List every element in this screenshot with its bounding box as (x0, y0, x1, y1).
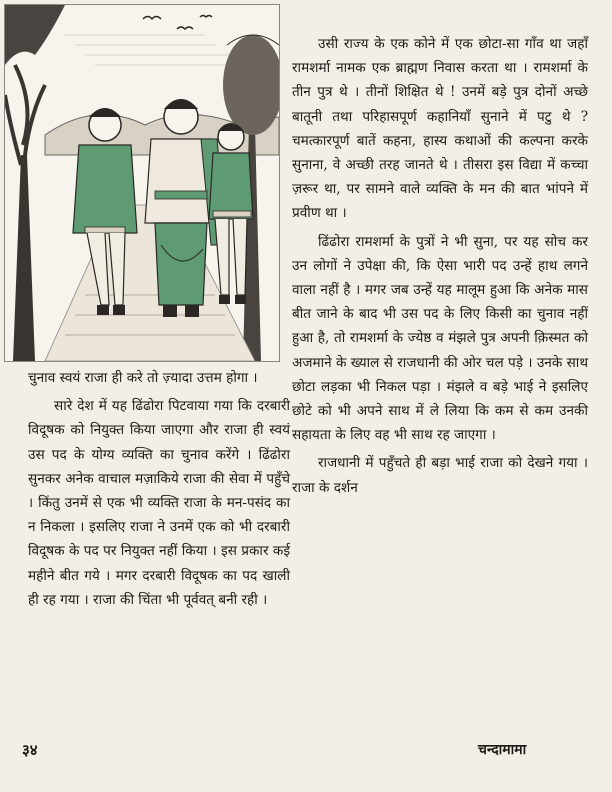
right-paragraph-3: राजधानी में पहुँचते ही बड़ा भाई राजा को देखने गया । राजा के दर्शन (292, 455, 588, 496)
illustration-panel (4, 4, 280, 362)
three-brothers-walking-illustration (5, 5, 279, 361)
left-paragraph-1: चुनाव स्वयं राजा ही करे तो ज़्यादा उत्तम होगा । (28, 370, 258, 386)
right-text-column (292, 32, 588, 504)
left-text-column (28, 366, 290, 616)
right-paragraph-2: ढिंढोरा रामशर्मा के पुत्रों ने भी सुना, पर यह सोच कर उन लोगों ने उपेक्षा की, कि ऐसा भारी पद उन्हें हाथ लगने वाला नहीं है । मगर जब उन्हें यह मालूम हुआ कि अनेक मास बीत जाने के बाद भी उस पद के लिए किसी का चुनाव नहीं हुआ है, तो रामशर्मा के ज्येष्ठ व मंझले पुत्र अपनी क़िस्मत को अजमाने के ख्याल से राजधानी की ओर चल पड़े । उनके साथ छोटा लड़का भी निकल पड़ा । मंझले व बड़े भाई ने इसलिए छोटे को भी अपने साथ में ले लिया कि कम से कम उनकी सहायता के लिए वह भी साथ रह जाएगा । (292, 233, 588, 444)
page-number: ३४ (22, 741, 38, 759)
right-paragraph-1: उसी राज्य के एक कोने में एक छोटा-सा गाँव था जहाँ रामशर्मा नामक एक ब्राह्मण निवास करता था । रामशर्मा के तीन पुत्र थे । तीनों शिक्षित थे ! उनमें बड़े पुत्र दोनों अच्छे बातूनी तथा परिहासपूर्ण कहानियाँ सुनाने में पटु थे ? चमत्कारपूर्ण बातें कहना, हास्य कथाओं की कल्पना करके सुनाना, वे अच्छी तरह जानते थे । तीसरा इस विद्या में कच्चा ज़रूर था, पर सामने वाले व्यक्ति के मन की बात भांपने में प्रवीण था । (292, 36, 588, 222)
left-paragraph-2: सारे देश में यह ढिंढोरा पिटवाया गया कि दरबारी विदूषक को नियुक्त किया जाएगा और राजा ही स्वयं उस पद के योग्य व्यक्ति का चुनाव करेंगे । ढिंढोरा सुनकर अनेक वाचाल मज़ाकिये राजा की सेवा में पहुँचे । किंतु उनमें से एक भी व्यक्ति राजा के मन-पसंद का न निकला । इसलिए राजा ने उनमें एक को भी दरबारी विदूषक के पद पर नियुक्त नहीं किया । इस प्रकार कई महीने बीत गये । मगर दरबारी विदूषक का पद खाली ही रह गया । राजा की चिंता भी पूर्ववत् बनी रही । (28, 398, 290, 608)
magazine-name: चन्दामामा (478, 742, 527, 758)
